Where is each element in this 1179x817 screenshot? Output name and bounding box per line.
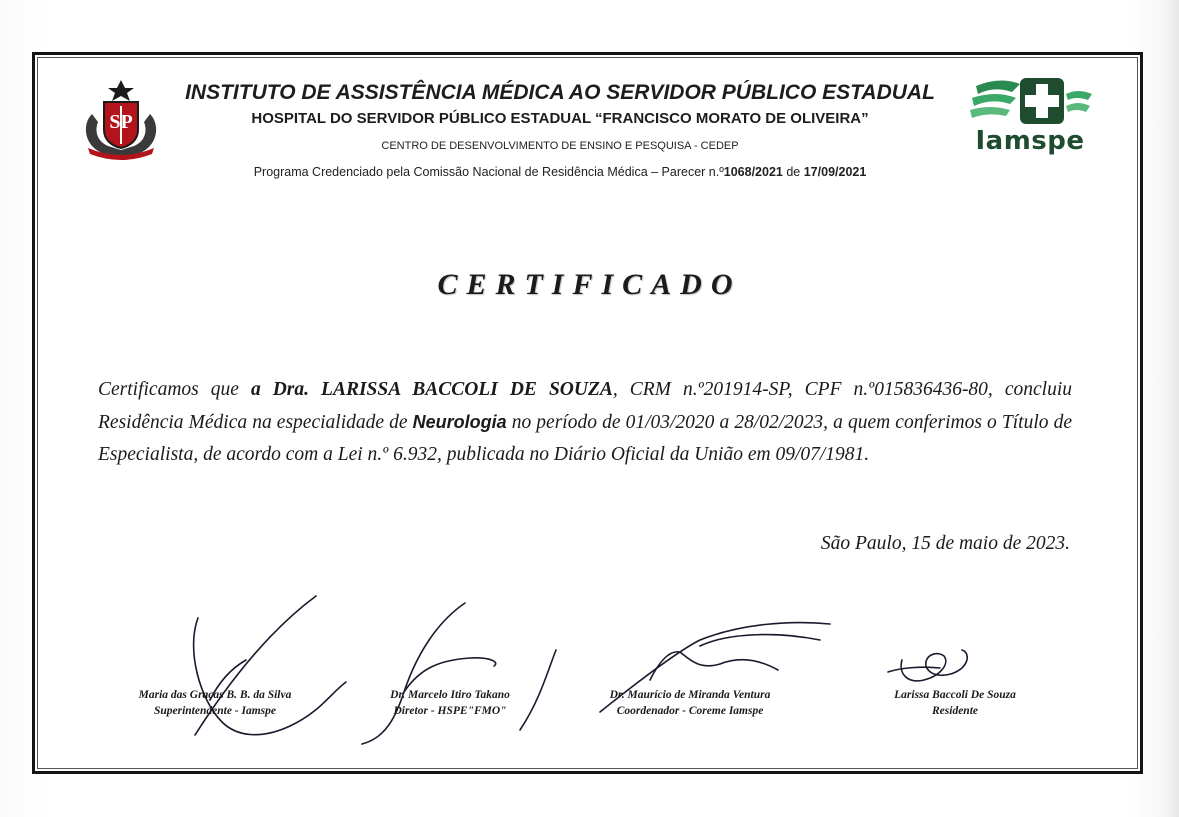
hospital-name: HOSPITAL DO SERVIDOR PÚBLICO ESTADUAL “FRANCISCO MORATO DE OLIVEIRA” <box>251 110 869 127</box>
institute-name: INSTITUTO DE ASSISTÊNCIA MÉDICA AO SERVIDOR PÚBLICO ESTADUAL <box>185 81 935 104</box>
program-accreditation <box>180 165 940 179</box>
iamspe-wordmark: Iamspe <box>975 126 1085 156</box>
signature-block-4 <box>845 687 1065 719</box>
center-name: CENTRO DE DESENVOLVIMENTO DE ENSINO E PESQUISA - CEDEP <box>381 140 739 152</box>
doctor-name: a Dra. LARISSA BACCOLI DE SOUZA <box>250 379 613 400</box>
signatory-4-name: Larissa Baccoli De Souza <box>894 689 1016 701</box>
signature-block-2 <box>345 687 555 719</box>
signatory-1-name: Maria das Graças B. B. da Silva <box>138 689 292 701</box>
signatory-3-role: Coordenador - Coreme Iamspe <box>616 705 764 717</box>
issue-date-line: São Paulo, 15 de maio de 2023. <box>820 533 1070 554</box>
sp-state-seal-icon <box>78 78 164 164</box>
signatory-4-role: Residente <box>932 705 978 717</box>
certificate-title: CERTIFICADO <box>437 268 742 301</box>
page-edge-shadow <box>1165 0 1179 817</box>
signature-block-3 <box>575 687 805 719</box>
body-conclusion: no período de 01/03/2020 a 28/02/2023, a quem conferimos o Título de Especialista, de acordo com a Lei n.º 6.932, publicada no Diário Oficial da União em 09/07/1981. <box>98 412 1072 465</box>
program-mid: de <box>782 165 804 179</box>
specialty-name: Neurologia <box>412 412 507 432</box>
program-prefix: Programa Credenciado pela Comissão Nacional de Residência Médica – Parecer n.º <box>253 165 724 179</box>
signatory-3-name: Dr. Maurício de Miranda Ventura <box>609 689 771 701</box>
signature-block-1 <box>105 687 325 719</box>
signatory-1-role: Superintendente - Iamspe <box>153 705 277 717</box>
signatory-2-name: Dr. Marcelo Itiro Takano <box>390 689 510 701</box>
certificate-body <box>98 374 1072 471</box>
program-date: 17/09/2021 <box>803 165 867 179</box>
iamspe-logo <box>960 72 1100 164</box>
sp-seal-letters: SP <box>109 111 133 133</box>
body-intro: Certificamos que <box>98 379 251 400</box>
signatory-2-role: Diretor - HSPE"FMO" <box>393 705 507 717</box>
program-parecer: 1068/2021 <box>723 165 783 179</box>
body-credentials: , CRM n.º201914-SP, CPF n.º015836436-80, concluiu Residência Médica na especialidade de <box>98 379 1072 433</box>
iamspe-cross-icon <box>960 72 1100 128</box>
